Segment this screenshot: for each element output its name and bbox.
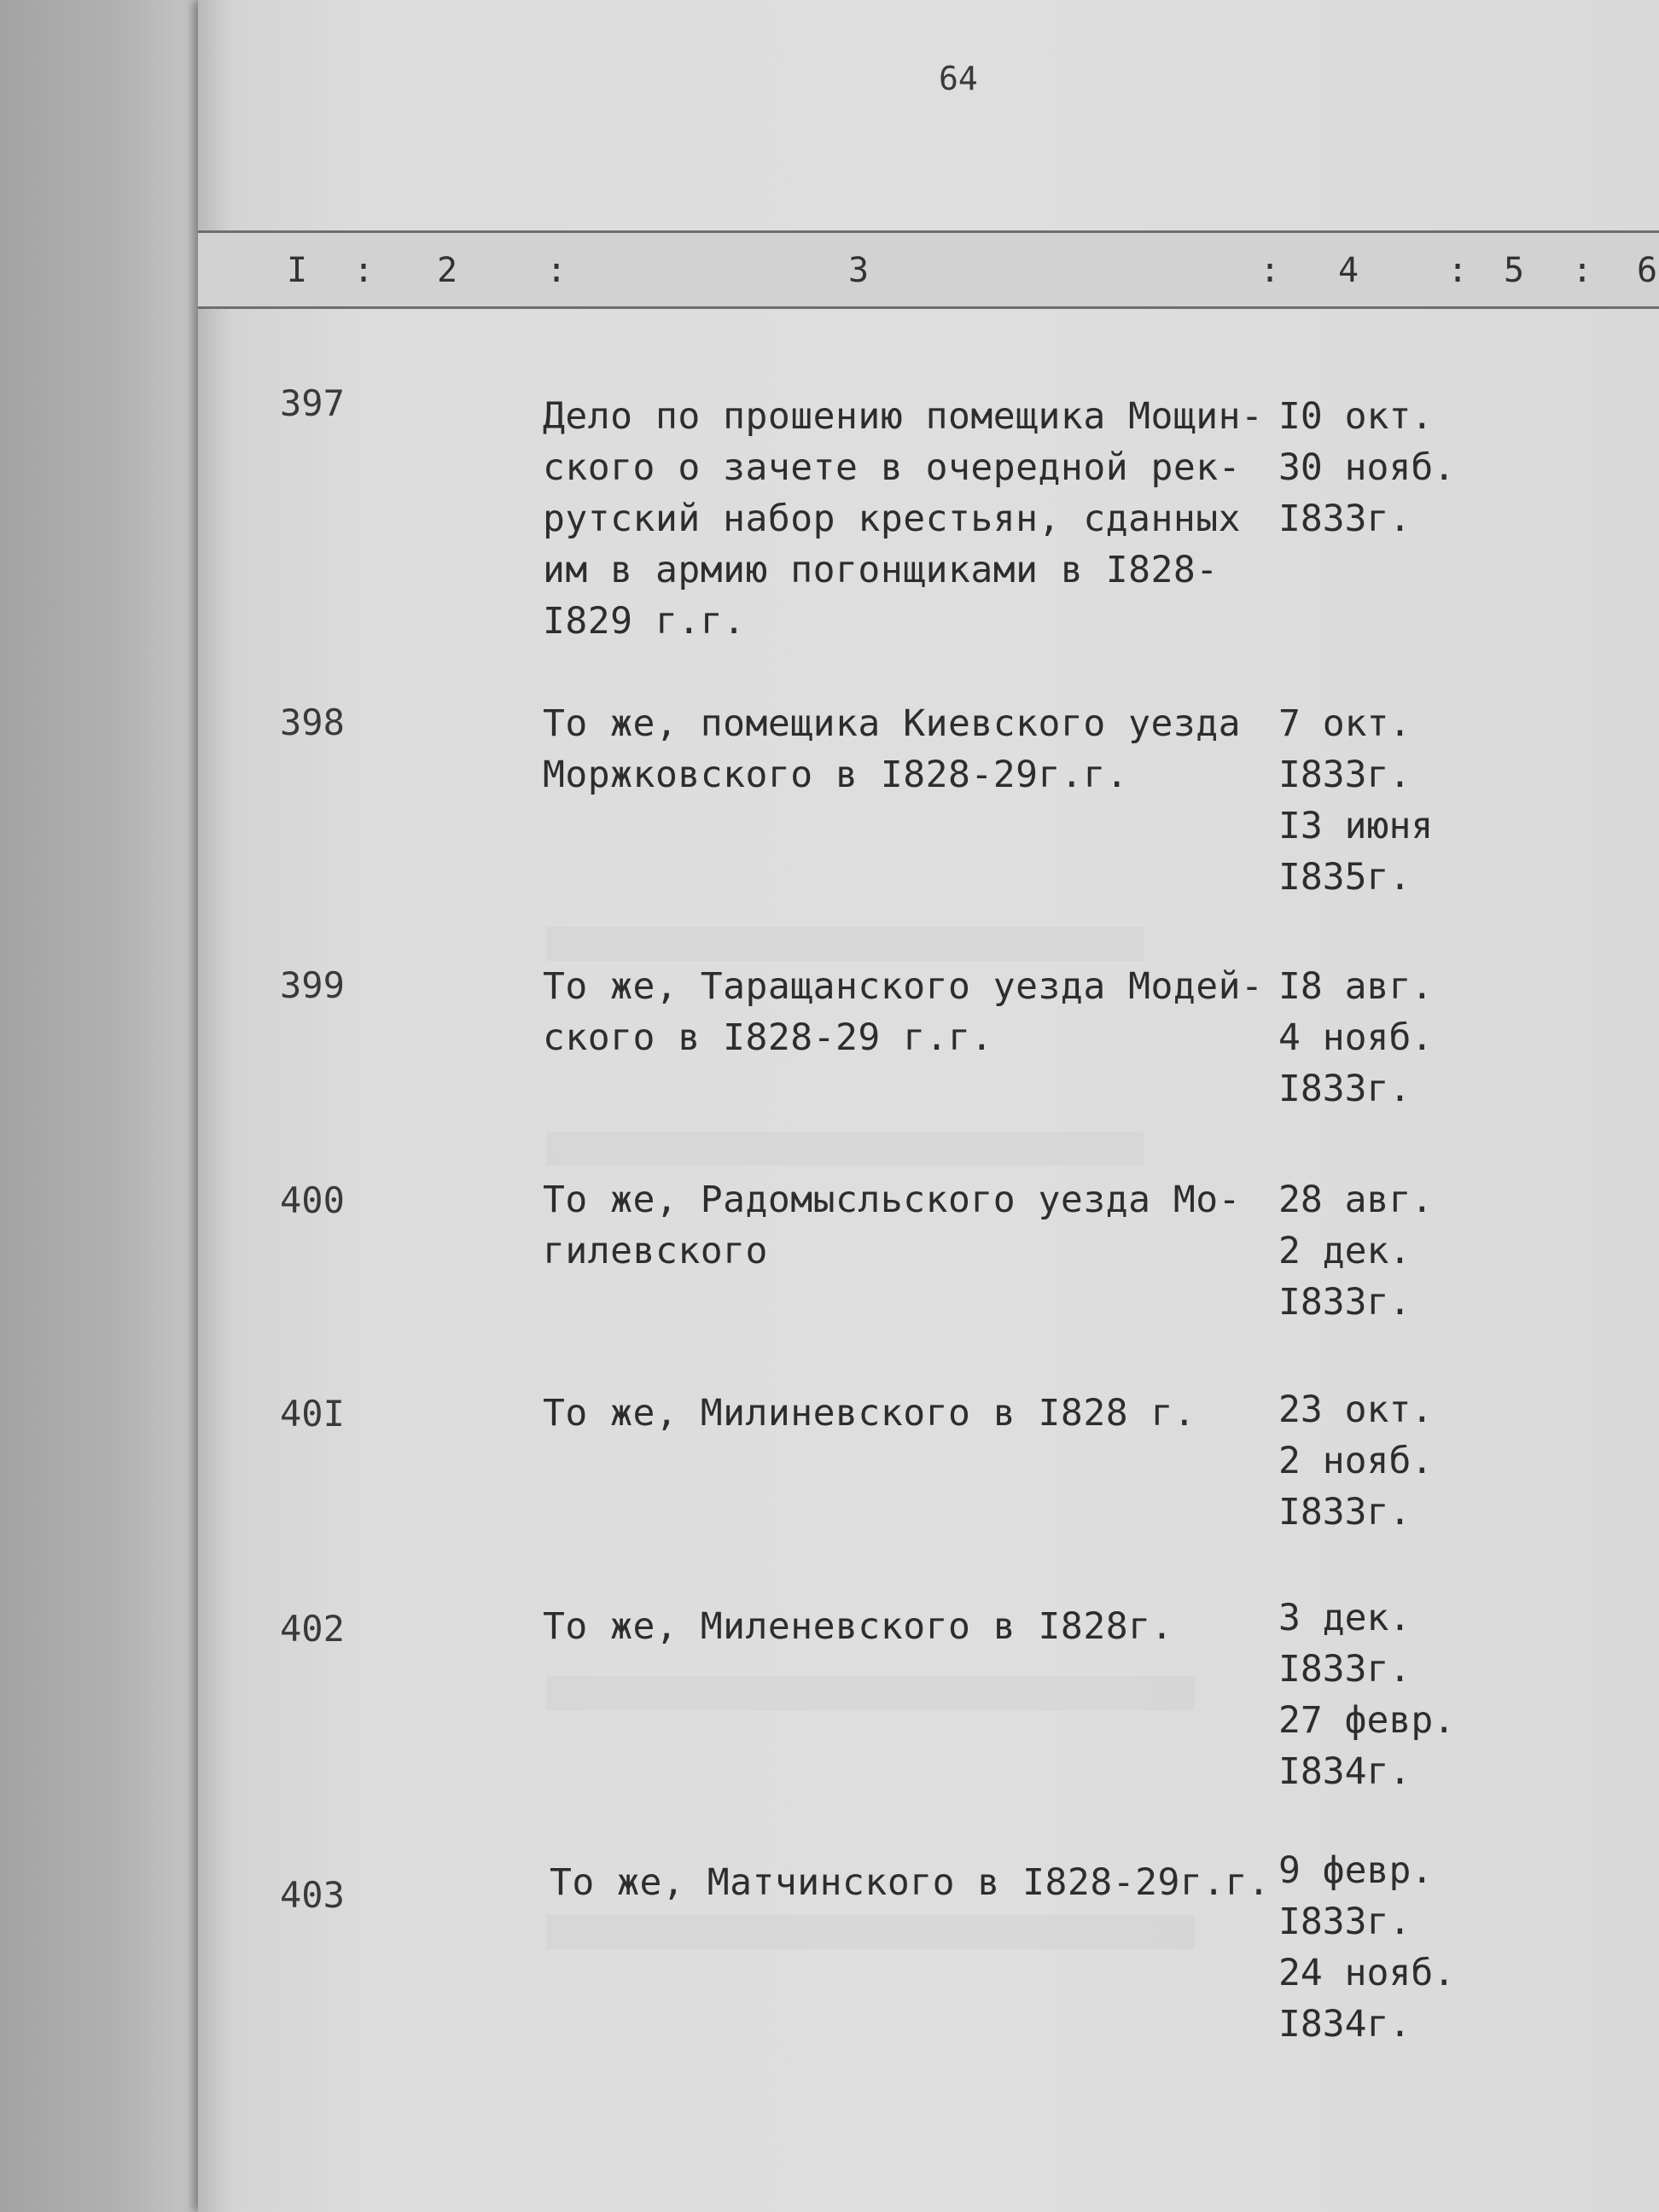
record-dates: [1278, 1592, 1466, 1797]
column-separator: :: [1260, 251, 1281, 290]
record-description: [543, 1388, 1251, 1439]
column-separator: :: [353, 251, 375, 290]
date-line: I833г.: [1278, 1901, 1412, 1943]
description-line: им в армию погонщиками в I828-: [543, 549, 1219, 591]
date-line: I833г.: [1278, 498, 1412, 540]
date-line: 9 февр.: [1278, 1849, 1434, 1892]
record-dates: [1278, 698, 1466, 903]
record-description: [550, 1857, 1271, 1908]
date-line: 27 февр.: [1278, 1699, 1456, 1742]
record-number: 397: [280, 382, 345, 424]
date-line: I833г.: [1278, 1648, 1412, 1691]
date-line: 7 окт.: [1278, 702, 1412, 745]
column-separator: :: [546, 251, 568, 290]
description-line: I829 г.г.: [543, 600, 746, 643]
bleed-through-smudge: [546, 1915, 1195, 1949]
date-line: 23 окт.: [1278, 1388, 1434, 1431]
record-dates: [1278, 1384, 1466, 1538]
date-line: I8 авг.: [1278, 965, 1434, 1008]
description-line: То же, помещика Киевского уезда: [543, 702, 1242, 745]
column-header-2: 2: [437, 251, 458, 290]
date-line: 24 нояб.: [1278, 1952, 1456, 1994]
record-dates: [1278, 961, 1466, 1115]
column-header-band: [198, 230, 1659, 309]
record-dates: [1278, 1174, 1466, 1328]
date-line: 2 дек.: [1278, 1230, 1412, 1272]
record-number: 403: [280, 1874, 345, 1916]
description-line: То же, Матчинского в I828-29г.г.: [550, 1861, 1271, 1904]
record-number: 402: [280, 1608, 345, 1650]
date-line: I3 июня: [1278, 805, 1434, 847]
description-line: Моржковского в I828-29г.г.: [543, 754, 1129, 796]
record-description: [543, 961, 1264, 1063]
description-line: гилевского: [543, 1230, 768, 1272]
description-line: То же, Миленевского в I828г.: [543, 1605, 1173, 1648]
description-line: ского о зачете в очередной рек-: [543, 446, 1242, 489]
bleed-through-smudge: [546, 1132, 1144, 1166]
bleed-through-smudge: [546, 1676, 1195, 1710]
date-line: I835г.: [1278, 856, 1412, 899]
column-separator: :: [1447, 251, 1469, 290]
previous-page-edge: [0, 0, 198, 2212]
record-dates: [1278, 391, 1466, 544]
record-number: 398: [280, 701, 345, 743]
description-line: То же, Таращанского уезда Модей-: [543, 965, 1264, 1008]
date-line: 30 нояб.: [1278, 446, 1456, 489]
date-line: I833г.: [1278, 1491, 1412, 1534]
date-line: I833г.: [1278, 1281, 1412, 1324]
date-line: 2 нояб.: [1278, 1440, 1434, 1482]
description-line: рутский набор крестьян, сданных: [543, 498, 1242, 540]
column-header-3: 3: [848, 251, 870, 290]
date-line: I833г.: [1278, 1068, 1412, 1110]
column-header-4: 4: [1338, 251, 1359, 290]
date-line: 3 дек.: [1278, 1597, 1412, 1639]
date-line: 4 нояб.: [1278, 1016, 1434, 1059]
record-description: [543, 1174, 1251, 1277]
column-header-1: I: [287, 251, 308, 290]
date-line: I833г.: [1278, 754, 1412, 796]
description-line: То же, Радомысльского уезда Мо-: [543, 1179, 1242, 1221]
description-line: Дело по прошению помещика Мощин-: [543, 395, 1264, 438]
date-line: I834г.: [1278, 1750, 1412, 1793]
record-number: 40I: [280, 1393, 345, 1435]
column-header-6: 6: [1637, 251, 1658, 290]
bleed-through-smudge: [546, 927, 1144, 961]
record-description: [543, 391, 1264, 647]
column-separator: :: [1572, 251, 1593, 290]
date-line: 28 авг.: [1278, 1179, 1434, 1221]
record-dates: [1278, 1845, 1466, 2050]
description-line: То же, Милиневского в I828 г.: [543, 1392, 1196, 1435]
date-line: I834г.: [1278, 2003, 1412, 2046]
record-number: 400: [280, 1179, 345, 1221]
date-line: I0 окт.: [1278, 395, 1434, 438]
record-description: [543, 698, 1251, 800]
page-number: 64: [939, 60, 978, 97]
record-number: 399: [280, 964, 345, 1006]
description-line: ского в I828-29 г.г.: [543, 1016, 993, 1059]
record-description: [543, 1601, 1251, 1652]
column-header-5: 5: [1504, 251, 1525, 290]
